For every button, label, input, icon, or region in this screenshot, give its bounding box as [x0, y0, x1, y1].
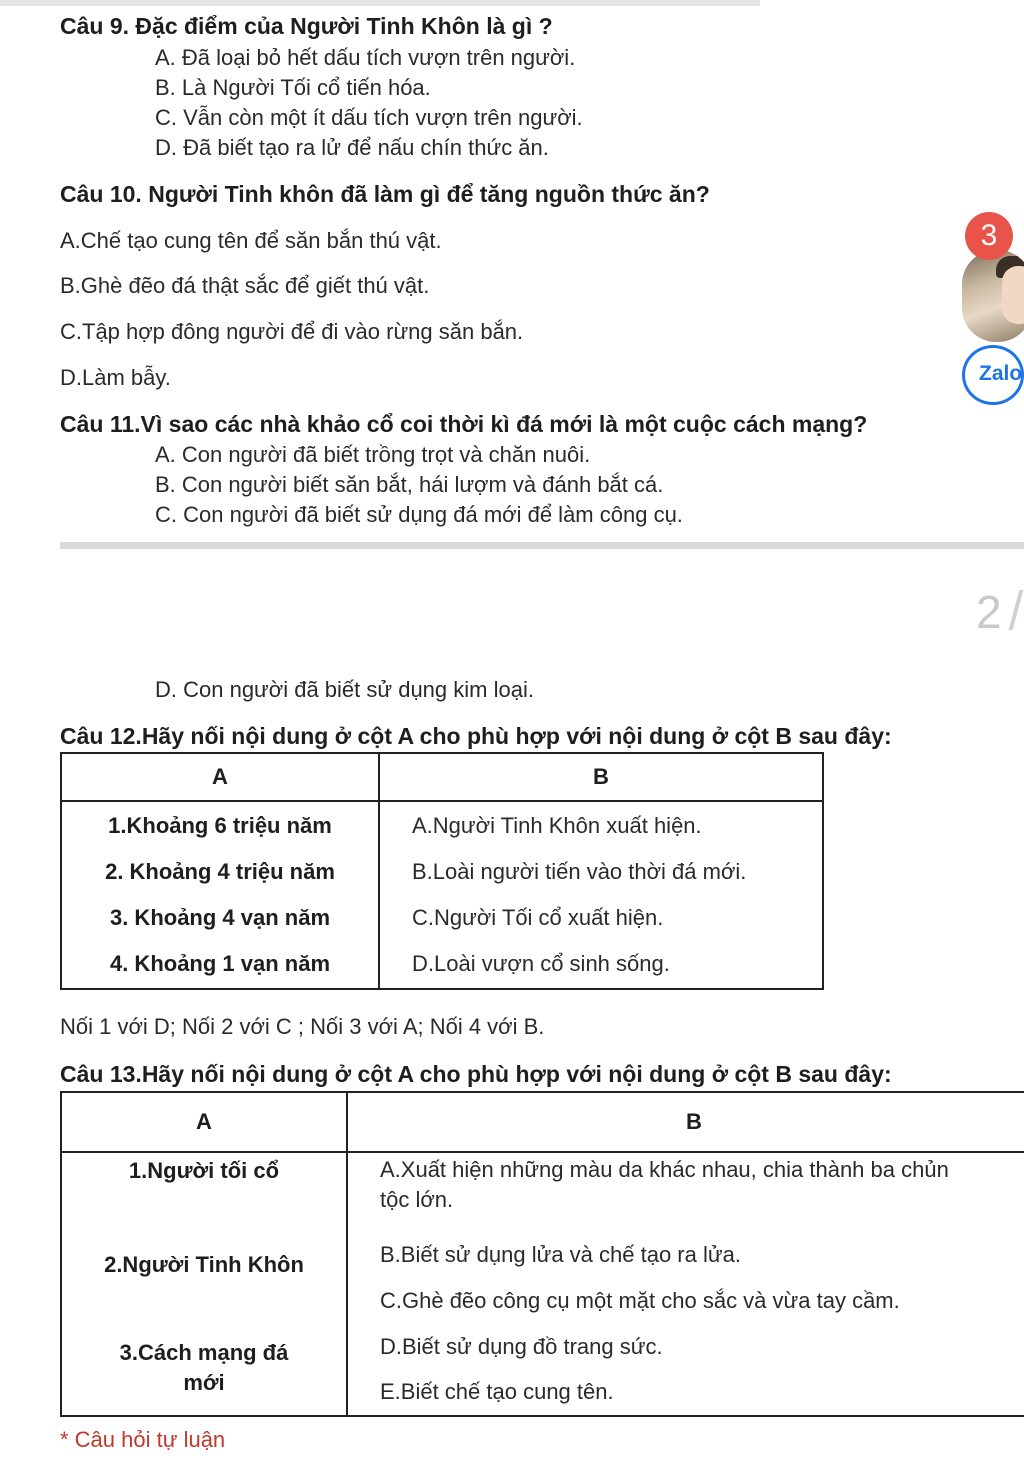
- q12-a-item: 4. Khoảng 1 vạn năm: [109, 951, 331, 976]
- q11-option-b: B. Con người biết săn bắt, hái lượm và đánh bắt cá.: [155, 472, 664, 497]
- question-9-title: Câu 9. Đặc điểm của Người Tinh Khôn là gì ?: [60, 13, 553, 39]
- q13-header-a: A: [61, 1092, 347, 1152]
- q12-answer: Nối 1 với D; Nối 2 với C ; Nối 3 với A; Nối 4 với B.: [60, 1014, 545, 1039]
- q12-column-a-cell: [61, 801, 379, 989]
- chat-head-avatar[interactable]: [962, 250, 1024, 342]
- q13-a-item: 3.Cách mạng đá: [119, 1340, 289, 1365]
- q12-b-item: C.Người Tối cổ xuất hiện.: [412, 905, 664, 930]
- q10-option-b: B.Ghè đẽo đá thật sắc để giết thú vật.: [60, 273, 430, 298]
- q12-a-item: 2. Khoảng 4 triệu năm: [105, 859, 335, 884]
- q10-option-a: A.Chế tạo cung tên để săn bắn thú vật.: [60, 228, 442, 253]
- q13-column-a-cell: [61, 1152, 347, 1416]
- q13-matching-table: [60, 1091, 1024, 1417]
- q12-header-b: B: [379, 753, 823, 801]
- question-12-title: Câu 12.Hãy nối nội dung ở cột A cho phù hợp với nội dung ở cột B sau đây:: [60, 723, 892, 749]
- zalo-app-icon[interactable]: [962, 345, 1024, 405]
- q13-b-item: tộc lớn.: [380, 1187, 454, 1212]
- q12-column-b-cell: [379, 801, 823, 989]
- q13-header-b: B: [347, 1092, 1024, 1152]
- q12-a-item: 3. Khoảng 4 vạn năm: [109, 905, 331, 930]
- q11-option-d: D. Con người đã biết sử dụng kim loại.: [155, 677, 534, 702]
- q9-option-d: D. Đã biết tạo ra lử để nấu chín thức ăn.: [155, 135, 549, 160]
- top-page-edge: [0, 0, 760, 6]
- q12-b-item: B.Loài người tiến vào thời đá mới.: [412, 859, 747, 884]
- q13-a-item: 1.Người tối cổ: [128, 1158, 280, 1183]
- page-number: 2: [976, 586, 1002, 638]
- q10-option-c: C.Tập hợp đông người để đi vào rừng săn bắn.: [60, 319, 524, 344]
- q9-option-b: B. Là Người Tối cổ tiến hóa.: [155, 75, 431, 100]
- q12-header-a: A: [61, 753, 379, 801]
- q9-option-a: A. Đã loại bỏ hết dấu tích vượn trên người.: [155, 45, 576, 70]
- avatar-face: [1002, 266, 1024, 324]
- q13-a-item: 2.Người Tinh Khôn: [104, 1252, 304, 1277]
- q13-b-item: E.Biết chế tạo cung tên.: [380, 1379, 614, 1404]
- q13-b-item: B.Biết sử dụng lửa và chế tạo ra lửa.: [380, 1242, 741, 1267]
- unread-count-badge[interactable]: 3: [965, 212, 1013, 260]
- question-10-title: Câu 10. Người Tinh khôn đã làm gì để tăng nguồn thức ăn?: [60, 181, 710, 207]
- q13-a-item: mới: [183, 1370, 225, 1395]
- page-break-divider: [60, 542, 1024, 549]
- q9-option-c: C. Vẫn còn một ít dấu tích vượn trên người.: [155, 105, 583, 130]
- q13-column-b-cell: [347, 1152, 1024, 1416]
- q11-option-a: A. Con người đã biết trồng trọt và chăn nuôi.: [155, 442, 591, 467]
- q12-b-item: A.Người Tinh Khôn xuất hiện.: [412, 813, 702, 838]
- q11-option-c: C. Con người đã biết sử dụng đá mới để làm công cụ.: [155, 502, 683, 527]
- question-11-title: Câu 11.Vì sao các nhà khảo cổ coi thời kì đá mới là một cuộc cách mạng?: [60, 411, 868, 437]
- q10-option-d: D.Làm bẫy.: [60, 365, 171, 390]
- question-13-title: Câu 13.Hãy nối nội dung ở cột A cho phù hợp với nội dung ở cột B sau đây:: [60, 1061, 892, 1087]
- q13-b-item: C.Ghè đẽo công cụ một mặt cho sắc và vừa tay cầm.: [380, 1288, 900, 1313]
- essay-section-heading: * Câu hỏi tự luận: [60, 1427, 226, 1452]
- q13-b-item: A.Xuất hiện những màu da khác nhau, chia thành ba chủn: [380, 1157, 949, 1182]
- q13-b-item: D.Biết sử dụng đồ trang sức.: [380, 1334, 663, 1359]
- q12-a-item: 1.Khoảng 6 triệu năm: [108, 813, 332, 838]
- zalo-label: Zalo: [979, 362, 1023, 385]
- page-number-slash: [1009, 590, 1024, 630]
- q12-matching-table: [60, 752, 824, 990]
- q12-b-item: D.Loài vượn cổ sinh sống.: [412, 951, 670, 976]
